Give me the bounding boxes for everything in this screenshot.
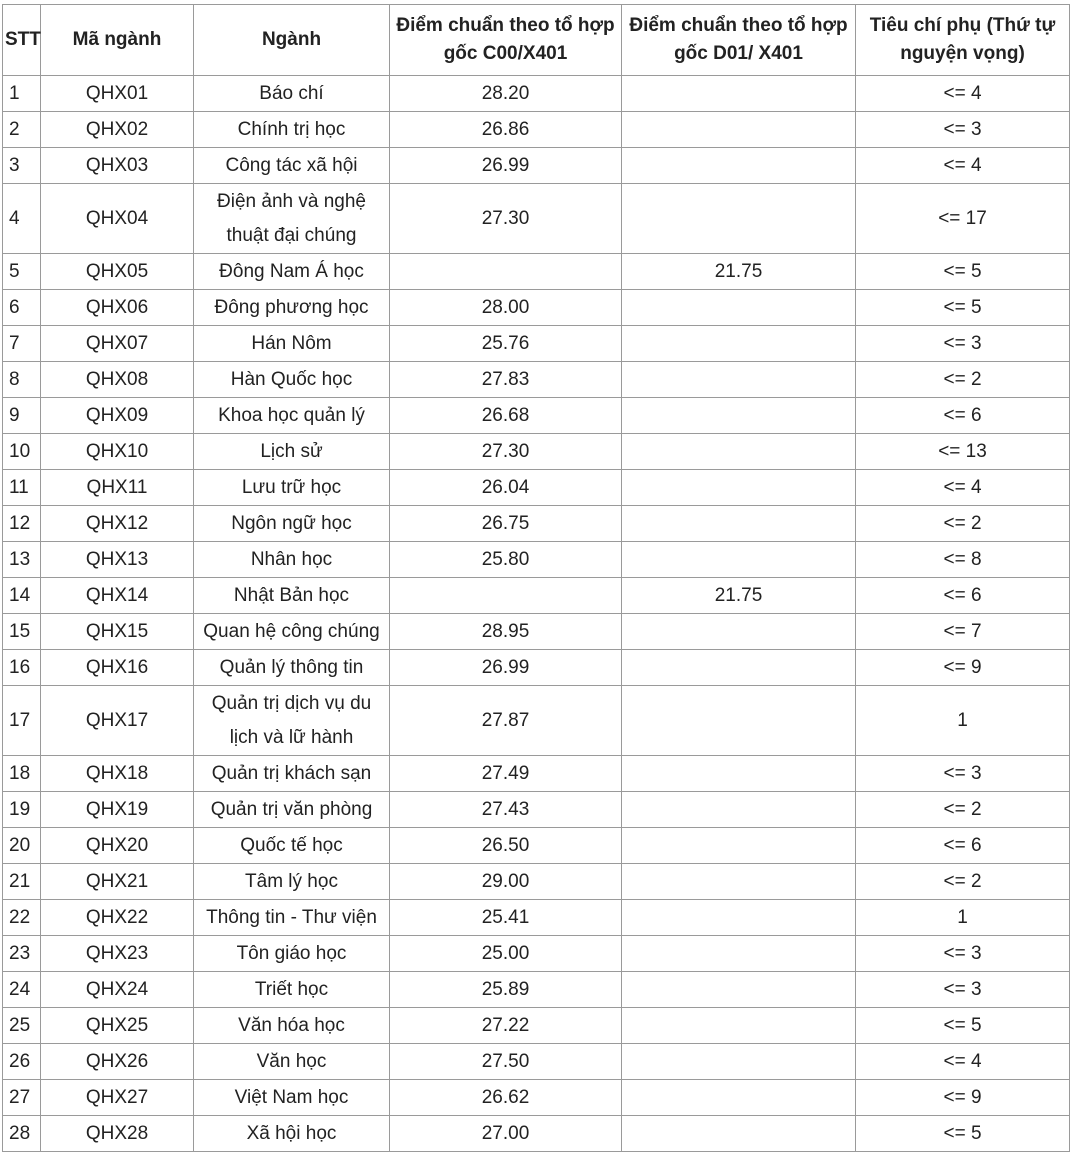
cell-tieu-chi-phu: <= 4	[856, 76, 1070, 112]
cell-diem-c00: 26.86	[390, 112, 622, 148]
cell-nganh: Xã hội học	[194, 1116, 390, 1152]
cell-ma-nganh: QHX02	[41, 112, 194, 148]
cell-ma-nganh: QHX28	[41, 1116, 194, 1152]
cell-stt: 1	[3, 76, 41, 112]
header-diem-d01: Điểm chuẩn theo tổ hợp gốc D01/ X401	[622, 5, 856, 76]
table-row	[3, 1116, 1070, 1152]
cell-stt: 18	[3, 756, 41, 792]
cell-tieu-chi-phu: <= 6	[856, 828, 1070, 864]
cell-ma-nganh: QHX24	[41, 972, 194, 1008]
table-row	[3, 900, 1070, 936]
cell-stt: 16	[3, 650, 41, 686]
cell-tieu-chi-phu: <= 2	[856, 792, 1070, 828]
cell-diem-d01	[622, 148, 856, 184]
cell-ma-nganh: QHX05	[41, 254, 194, 290]
table-header	[3, 5, 1070, 76]
cell-ma-nganh: QHX04	[41, 184, 194, 254]
cell-tieu-chi-phu: <= 5	[856, 290, 1070, 326]
cell-diem-d01	[622, 398, 856, 434]
cell-diem-c00: 26.68	[390, 398, 622, 434]
cell-diem-d01: 21.75	[622, 254, 856, 290]
cell-diem-d01	[622, 1080, 856, 1116]
cell-diem-c00: 26.04	[390, 470, 622, 506]
cell-tieu-chi-phu: <= 6	[856, 398, 1070, 434]
cell-diem-d01	[622, 362, 856, 398]
cell-diem-d01	[622, 650, 856, 686]
admission-scores-table	[2, 4, 1070, 1152]
cell-nganh: Ngôn ngữ học	[194, 506, 390, 542]
cell-nganh: Thông tin - Thư viện	[194, 900, 390, 936]
cell-diem-c00: 25.76	[390, 326, 622, 362]
cell-diem-c00: 25.89	[390, 972, 622, 1008]
cell-tieu-chi-phu: <= 7	[856, 614, 1070, 650]
cell-tieu-chi-phu: <= 9	[856, 1080, 1070, 1116]
cell-diem-d01	[622, 184, 856, 254]
cell-stt: 15	[3, 614, 41, 650]
table-row	[3, 936, 1070, 972]
cell-diem-d01	[622, 756, 856, 792]
cell-stt: 8	[3, 362, 41, 398]
cell-diem-c00: 28.20	[390, 76, 622, 112]
table-row	[3, 828, 1070, 864]
table-row	[3, 614, 1070, 650]
cell-nganh: Quan hệ công chúng	[194, 614, 390, 650]
cell-ma-nganh: QHX15	[41, 614, 194, 650]
cell-tieu-chi-phu: <= 8	[856, 542, 1070, 578]
cell-ma-nganh: QHX08	[41, 362, 194, 398]
table-row	[3, 864, 1070, 900]
cell-tieu-chi-phu: <= 2	[856, 362, 1070, 398]
cell-diem-d01	[622, 76, 856, 112]
cell-diem-c00: 27.49	[390, 756, 622, 792]
cell-diem-c00: 27.30	[390, 184, 622, 254]
table-row	[3, 506, 1070, 542]
cell-tieu-chi-phu: <= 5	[856, 1008, 1070, 1044]
cell-stt: 5	[3, 254, 41, 290]
cell-nganh: Văn hóa học	[194, 1008, 390, 1044]
cell-tieu-chi-phu: <= 3	[856, 326, 1070, 362]
cell-diem-d01	[622, 936, 856, 972]
cell-tieu-chi-phu: <= 13	[856, 434, 1070, 470]
table-row	[3, 972, 1070, 1008]
table-row	[3, 1044, 1070, 1080]
cell-ma-nganh: QHX16	[41, 650, 194, 686]
cell-ma-nganh: QHX19	[41, 792, 194, 828]
table-body	[3, 76, 1070, 1152]
cell-tieu-chi-phu: <= 4	[856, 470, 1070, 506]
header-nganh: Ngành	[194, 5, 390, 76]
cell-diem-d01	[622, 470, 856, 506]
table-row	[3, 326, 1070, 362]
cell-diem-d01	[622, 326, 856, 362]
table-row	[3, 362, 1070, 398]
table-row	[3, 792, 1070, 828]
cell-stt: 2	[3, 112, 41, 148]
cell-diem-c00: 25.41	[390, 900, 622, 936]
cell-diem-d01	[622, 900, 856, 936]
cell-tieu-chi-phu: <= 2	[856, 864, 1070, 900]
cell-diem-c00: 27.22	[390, 1008, 622, 1044]
table-row	[3, 686, 1070, 756]
cell-ma-nganh: QHX14	[41, 578, 194, 614]
cell-diem-d01	[622, 828, 856, 864]
cell-tieu-chi-phu: <= 4	[856, 1044, 1070, 1080]
cell-stt: 27	[3, 1080, 41, 1116]
cell-diem-c00: 27.83	[390, 362, 622, 398]
cell-nganh: Hàn Quốc học	[194, 362, 390, 398]
header-ma-nganh: Mã ngành	[41, 5, 194, 76]
cell-ma-nganh: QHX22	[41, 900, 194, 936]
cell-diem-d01	[622, 1008, 856, 1044]
cell-tieu-chi-phu: <= 17	[856, 184, 1070, 254]
cell-tieu-chi-phu: <= 6	[856, 578, 1070, 614]
cell-tieu-chi-phu: <= 3	[856, 936, 1070, 972]
cell-ma-nganh: QHX13	[41, 542, 194, 578]
cell-nganh: Quốc tế học	[194, 828, 390, 864]
cell-tieu-chi-phu: <= 2	[856, 506, 1070, 542]
table-row	[3, 756, 1070, 792]
cell-diem-c00: 26.50	[390, 828, 622, 864]
cell-ma-nganh: QHX21	[41, 864, 194, 900]
cell-diem-d01	[622, 434, 856, 470]
cell-diem-d01	[622, 1044, 856, 1080]
cell-ma-nganh: QHX10	[41, 434, 194, 470]
cell-nganh: Nhật Bản học	[194, 578, 390, 614]
table-row	[3, 112, 1070, 148]
cell-tieu-chi-phu: <= 3	[856, 112, 1070, 148]
cell-ma-nganh: QHX07	[41, 326, 194, 362]
cell-stt: 28	[3, 1116, 41, 1152]
cell-ma-nganh: QHX23	[41, 936, 194, 972]
cell-ma-nganh: QHX12	[41, 506, 194, 542]
cell-nganh: Việt Nam học	[194, 1080, 390, 1116]
cell-stt: 14	[3, 578, 41, 614]
cell-diem-c00: 26.75	[390, 506, 622, 542]
cell-ma-nganh: QHX03	[41, 148, 194, 184]
cell-ma-nganh: QHX26	[41, 1044, 194, 1080]
cell-diem-d01	[622, 864, 856, 900]
cell-stt: 6	[3, 290, 41, 326]
cell-diem-d01	[622, 792, 856, 828]
cell-nganh: Quản trị văn phòng	[194, 792, 390, 828]
cell-nganh: Hán Nôm	[194, 326, 390, 362]
cell-ma-nganh: QHX11	[41, 470, 194, 506]
cell-stt: 11	[3, 470, 41, 506]
cell-diem-c00: 26.62	[390, 1080, 622, 1116]
cell-diem-c00: 27.43	[390, 792, 622, 828]
cell-diem-d01	[622, 972, 856, 1008]
cell-nganh: Chính trị học	[194, 112, 390, 148]
cell-nganh: Triết học	[194, 972, 390, 1008]
cell-tieu-chi-phu: 1	[856, 686, 1070, 756]
cell-ma-nganh: QHX17	[41, 686, 194, 756]
table-row	[3, 650, 1070, 686]
table-row	[3, 542, 1070, 578]
table-row	[3, 148, 1070, 184]
cell-stt: 10	[3, 434, 41, 470]
cell-diem-d01	[622, 506, 856, 542]
header-tieu-chi-phu: Tiêu chí phụ (Thứ tự nguyện vọng)	[856, 5, 1070, 76]
table-row	[3, 184, 1070, 254]
cell-stt: 12	[3, 506, 41, 542]
cell-stt: 25	[3, 1008, 41, 1044]
table-row	[3, 254, 1070, 290]
cell-diem-c00: 29.00	[390, 864, 622, 900]
cell-stt: 24	[3, 972, 41, 1008]
cell-stt: 3	[3, 148, 41, 184]
cell-diem-c00	[390, 578, 622, 614]
cell-nganh: Đông Nam Á học	[194, 254, 390, 290]
cell-diem-c00: 26.99	[390, 148, 622, 184]
cell-nganh: Báo chí	[194, 76, 390, 112]
cell-diem-c00: 27.00	[390, 1116, 622, 1152]
cell-tieu-chi-phu: <= 3	[856, 756, 1070, 792]
cell-nganh: Lưu trữ học	[194, 470, 390, 506]
cell-ma-nganh: QHX20	[41, 828, 194, 864]
cell-diem-d01	[622, 614, 856, 650]
cell-nganh: Công tác xã hội	[194, 148, 390, 184]
cell-diem-d01	[622, 112, 856, 148]
cell-stt: 13	[3, 542, 41, 578]
cell-nganh: Nhân học	[194, 542, 390, 578]
cell-diem-c00: 25.80	[390, 542, 622, 578]
table-row	[3, 470, 1070, 506]
table-row	[3, 1008, 1070, 1044]
cell-nganh: Tôn giáo học	[194, 936, 390, 972]
cell-diem-c00: 27.87	[390, 686, 622, 756]
table-row	[3, 398, 1070, 434]
cell-tieu-chi-phu: <= 3	[856, 972, 1070, 1008]
header-diem-c00: Điểm chuẩn theo tổ hợp gốc C00/X401	[390, 5, 622, 76]
cell-diem-c00	[390, 254, 622, 290]
cell-ma-nganh: QHX27	[41, 1080, 194, 1116]
cell-nganh: Lịch sử	[194, 434, 390, 470]
cell-stt: 9	[3, 398, 41, 434]
table-row	[3, 578, 1070, 614]
cell-diem-c00: 28.95	[390, 614, 622, 650]
cell-nganh: Quản lý thông tin	[194, 650, 390, 686]
cell-nganh: Quản trị khách sạn	[194, 756, 390, 792]
cell-stt: 26	[3, 1044, 41, 1080]
header-row	[3, 5, 1070, 76]
cell-stt: 17	[3, 686, 41, 756]
cell-tieu-chi-phu: <= 5	[856, 1116, 1070, 1152]
cell-diem-c00: 27.50	[390, 1044, 622, 1080]
cell-stt: 22	[3, 900, 41, 936]
cell-diem-d01: 21.75	[622, 578, 856, 614]
table-row	[3, 290, 1070, 326]
cell-tieu-chi-phu: <= 9	[856, 650, 1070, 686]
cell-ma-nganh: QHX06	[41, 290, 194, 326]
cell-nganh: Quản trị dịch vụ du lịch và lữ hành	[194, 686, 390, 756]
header-stt: STT	[3, 5, 41, 76]
cell-diem-c00: 27.30	[390, 434, 622, 470]
cell-tieu-chi-phu: 1	[856, 900, 1070, 936]
cell-ma-nganh: QHX18	[41, 756, 194, 792]
cell-stt: 21	[3, 864, 41, 900]
cell-diem-d01	[622, 686, 856, 756]
cell-nganh: Khoa học quản lý	[194, 398, 390, 434]
cell-nganh: Tâm lý học	[194, 864, 390, 900]
cell-nganh: Văn học	[194, 1044, 390, 1080]
cell-diem-d01	[622, 542, 856, 578]
cell-tieu-chi-phu: <= 4	[856, 148, 1070, 184]
cell-stt: 19	[3, 792, 41, 828]
cell-stt: 7	[3, 326, 41, 362]
cell-nganh: Điện ảnh và nghệ thuật đại chúng	[194, 184, 390, 254]
cell-nganh: Đông phương học	[194, 290, 390, 326]
table-row	[3, 76, 1070, 112]
cell-ma-nganh: QHX25	[41, 1008, 194, 1044]
cell-diem-c00: 25.00	[390, 936, 622, 972]
cell-ma-nganh: QHX09	[41, 398, 194, 434]
cell-diem-c00: 26.99	[390, 650, 622, 686]
cell-tieu-chi-phu: <= 5	[856, 254, 1070, 290]
cell-stt: 4	[3, 184, 41, 254]
cell-ma-nganh: QHX01	[41, 76, 194, 112]
table-row	[3, 434, 1070, 470]
cell-diem-d01	[622, 290, 856, 326]
cell-diem-d01	[622, 1116, 856, 1152]
table-row	[3, 1080, 1070, 1116]
cell-stt: 20	[3, 828, 41, 864]
cell-stt: 23	[3, 936, 41, 972]
cell-diem-c00: 28.00	[390, 290, 622, 326]
